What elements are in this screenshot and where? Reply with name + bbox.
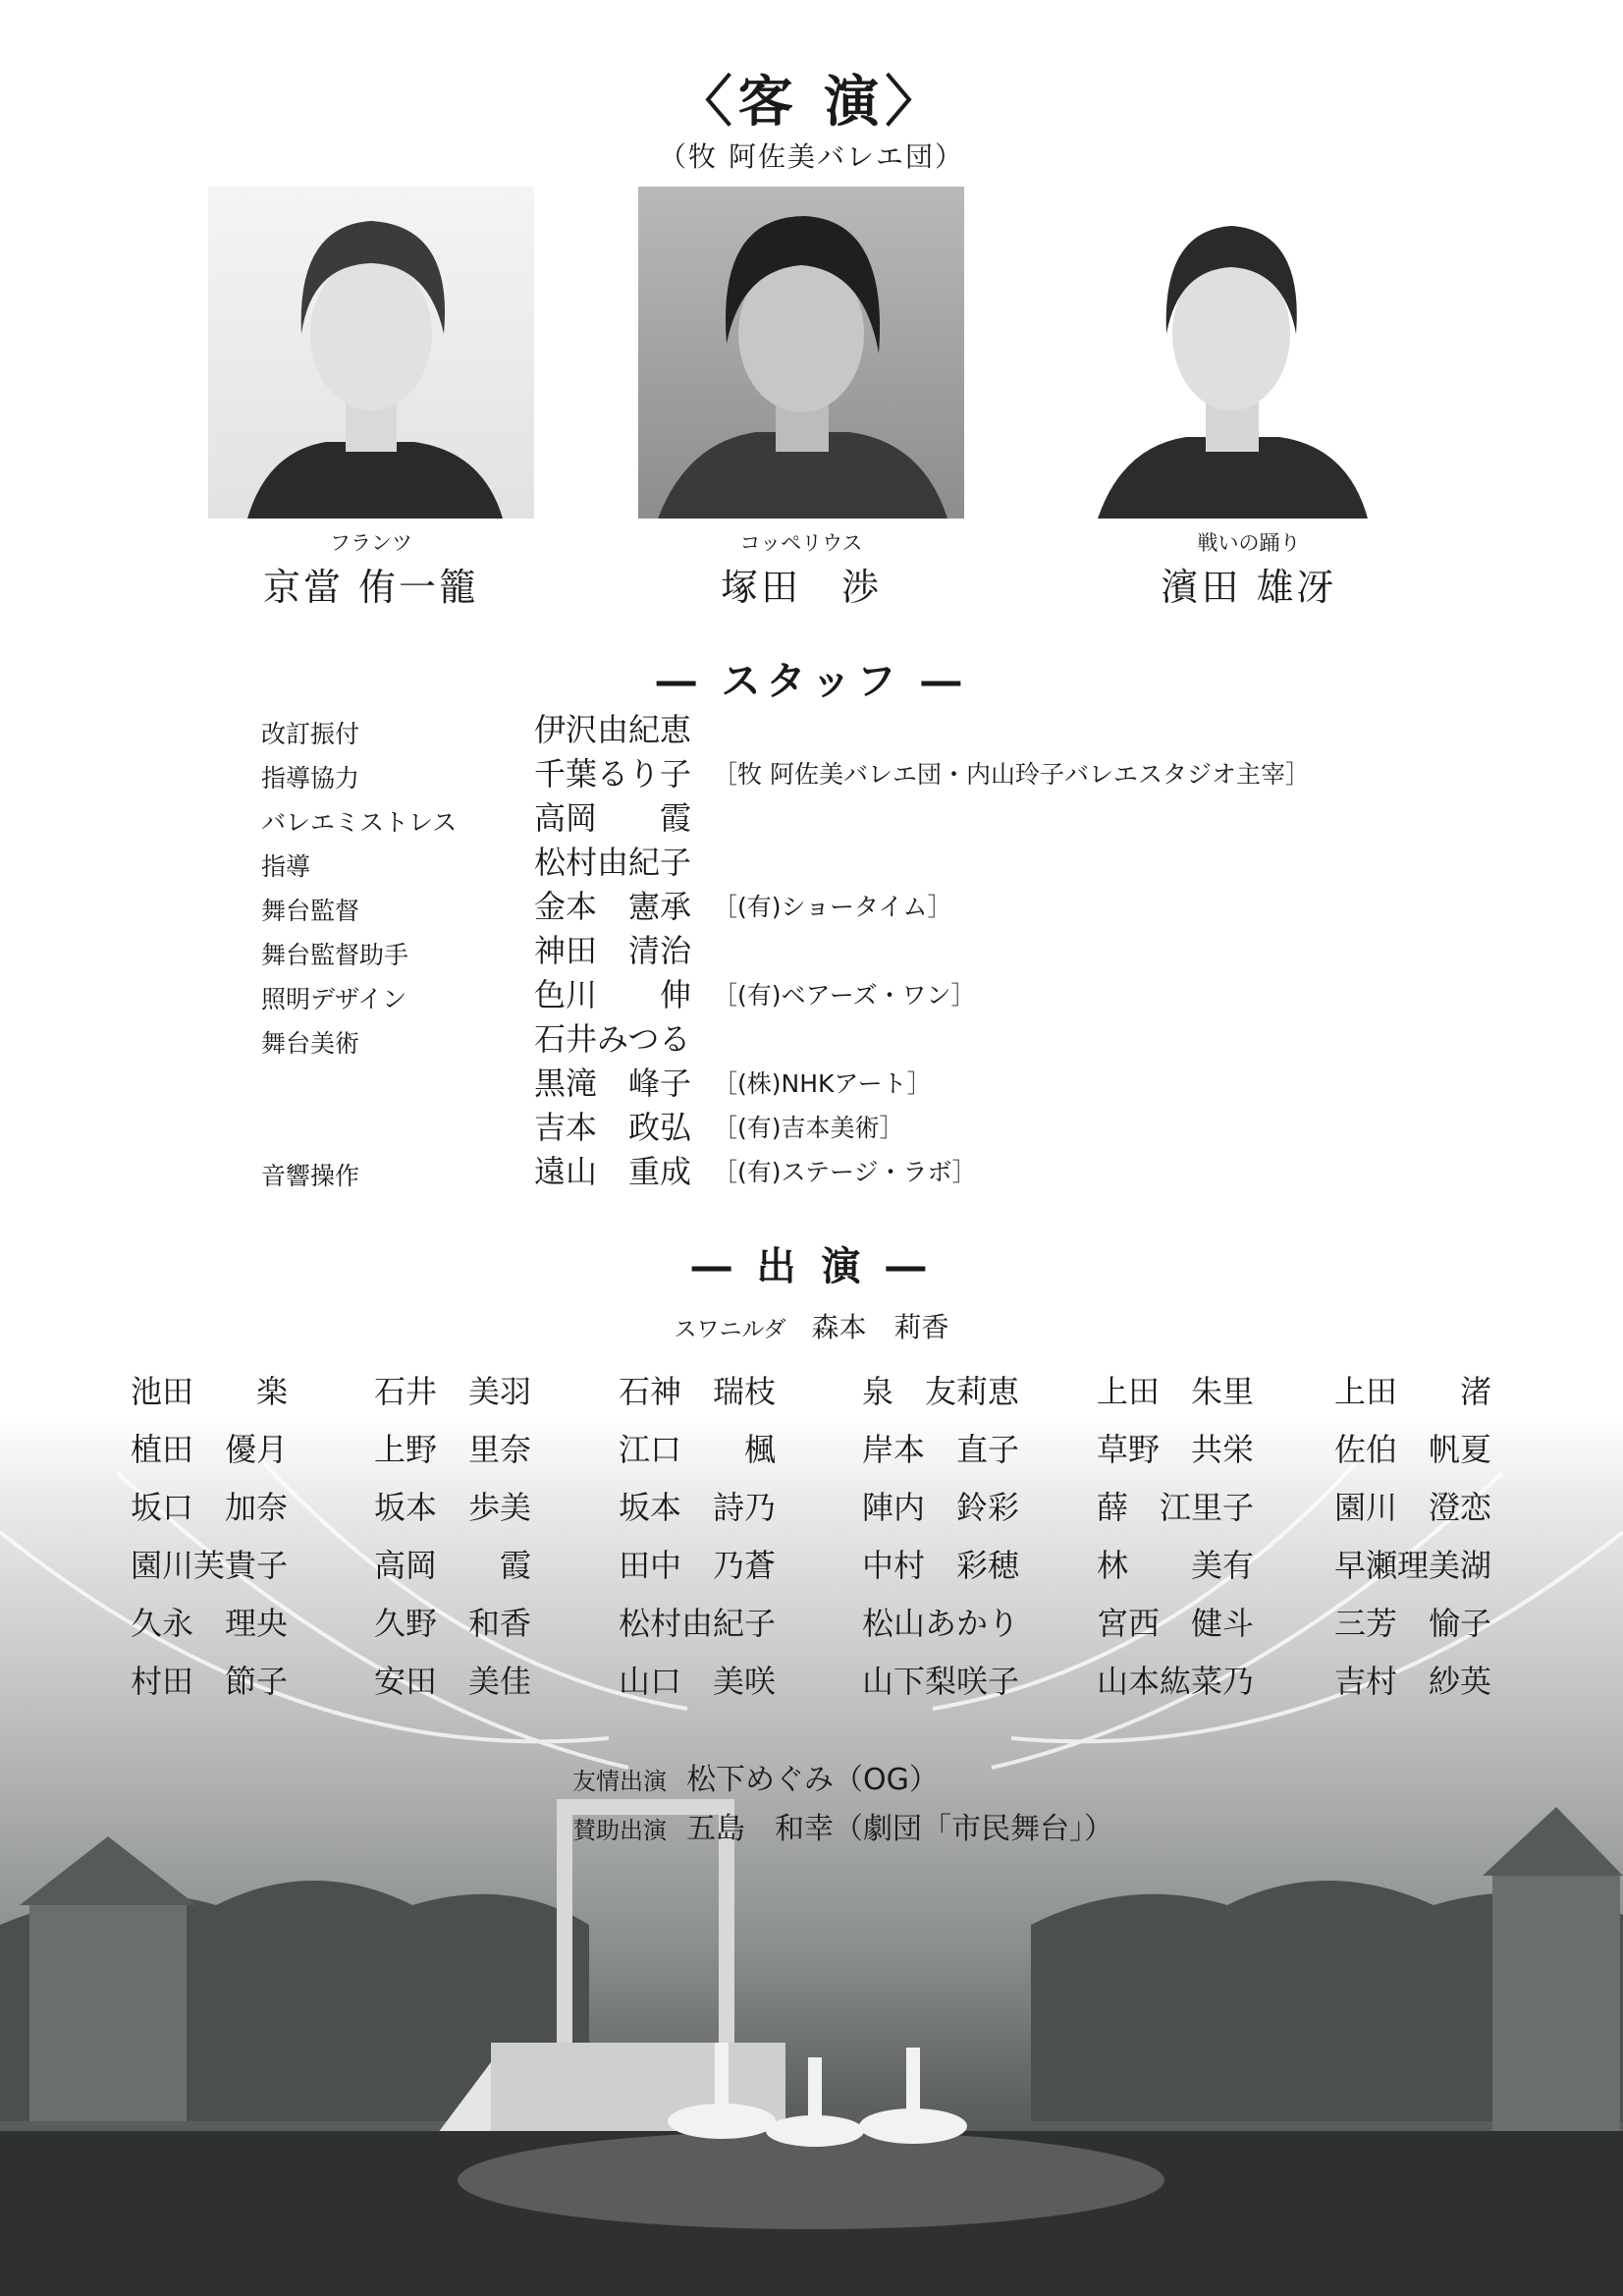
guest-portrait-photo — [208, 187, 534, 519]
staff-name: 松村由紀子 — [534, 844, 692, 881]
staff-row — [261, 1014, 1439, 1058]
cast-member-name: 石井 美羽 — [374, 1373, 532, 1410]
cast-member-name: 村田 節子 — [131, 1663, 289, 1700]
staff-affiliation: ［(株)NHKアート］ — [713, 1069, 932, 1098]
cast-member-name: 上田 渚 — [1334, 1373, 1492, 1410]
staff-name: 石井みつる — [534, 1020, 691, 1058]
cast-member-name: 山下梨咲子 — [862, 1663, 1020, 1700]
cast-member-name: 三芳 愉子 — [1334, 1605, 1492, 1642]
cast-member-name: 松山あかり — [862, 1605, 1020, 1642]
cast-member-name: 久永 理央 — [131, 1605, 289, 1642]
cast-member-name: 池田 楽 — [131, 1373, 289, 1410]
cast-member-name: 松村由紀子 — [619, 1605, 777, 1642]
cast-member-name: 中村 彩穂 — [862, 1547, 1020, 1584]
cast-member-name: 石神 瑞枝 — [619, 1373, 777, 1410]
cast-member-name: 坂本 詩乃 — [619, 1489, 777, 1526]
staff-name: 千葉るり子 — [534, 755, 692, 793]
staff-affiliation: ［(有)ショータイム］ — [713, 893, 952, 921]
cast-member-name: 岸本 直子 — [862, 1431, 1020, 1468]
staff-role: 音響操作 — [261, 1162, 360, 1190]
cast-member-name: 山本紘菜乃 — [1097, 1663, 1255, 1700]
guest-portrait-photo — [638, 187, 964, 519]
cast-member-name: 坂本 歩美 — [374, 1489, 532, 1526]
staff-row — [261, 705, 1439, 748]
supporting-appearance-role: 賛助出演 — [572, 1817, 668, 1844]
special-appearance-name: 松下めぐみ（OG） — [686, 1763, 939, 1797]
staff-role: 指導 — [261, 852, 311, 881]
staff-role: 舞台監督 — [261, 897, 360, 925]
supporting-appearance-name: 五島 和幸（劇団「市民舞台」） — [686, 1812, 1114, 1846]
cast-member-name: 陣内 鈴彩 — [862, 1489, 1020, 1526]
staff-name: 色川 伸 — [534, 976, 692, 1013]
guest-role-label: フランツ — [330, 531, 412, 555]
cast-member-name: 上野 里奈 — [374, 1431, 532, 1468]
cast-member-name: 園川芙貴子 — [131, 1547, 289, 1584]
cast-member-name: 上田 朱里 — [1097, 1373, 1255, 1410]
staff-role: 指導協力 — [261, 764, 360, 793]
cast-section-title: ― 出 演 ― — [691, 1244, 932, 1289]
staff-name: 伊沢由紀恵 — [534, 711, 692, 748]
guest-role-label: コッペリウス — [739, 531, 863, 555]
staff-name: 黒滝 峰子 — [534, 1065, 692, 1102]
staff-row — [261, 970, 1439, 1013]
guest-portrait-photo — [1068, 187, 1394, 519]
cast-member-name: 山口 美咲 — [619, 1663, 777, 1700]
cast-member-name: 高岡 霞 — [374, 1547, 532, 1584]
cast-member-name: 薛 江里子 — [1097, 1489, 1255, 1526]
cast-member-name: 早瀬理美湖 — [1334, 1547, 1492, 1584]
staff-row — [261, 882, 1439, 925]
staff-row — [261, 838, 1439, 881]
special-appearance-role: 友情出演 — [572, 1768, 668, 1795]
staff-affiliation: ［(有)ベアーズ・ワン］ — [713, 981, 976, 1010]
cast-member-name: 泉 友莉恵 — [862, 1373, 1020, 1410]
cast-member-name: 植田 優月 — [131, 1431, 289, 1468]
guest-name: 京當 侑一籠 — [262, 566, 480, 609]
staff-row — [261, 1103, 1439, 1146]
staff-role: 改訂振付 — [261, 720, 360, 748]
cast-member-name: 宮西 健斗 — [1097, 1605, 1255, 1642]
staff-row — [261, 1147, 1439, 1190]
staff-name: 高岡 霞 — [534, 799, 692, 837]
staff-row — [261, 749, 1439, 793]
cast-member-name: 久野 和香 — [374, 1605, 532, 1642]
cast-member-name: 田中 乃蒼 — [619, 1547, 777, 1584]
cast-member-name: 佐伯 帆夏 — [1334, 1431, 1492, 1468]
staff-role: 舞台美術 — [261, 1029, 360, 1058]
staff-role: 舞台監督助手 — [261, 941, 409, 969]
staff-name: 神田 清治 — [534, 932, 692, 969]
supporting-appearance-line — [540, 1775, 1113, 1877]
staff-role: 照明デザイン — [261, 985, 407, 1013]
guest-section-subtitle: （牧 阿佐美バレエ団） — [659, 140, 964, 173]
cast-member-name: 園川 澄恋 — [1334, 1489, 1492, 1526]
staff-row — [261, 1059, 1439, 1102]
staff-row — [261, 793, 1439, 837]
lead-role: スワニルダ — [674, 1317, 786, 1342]
lead-name: 森本 莉香 — [811, 1311, 949, 1343]
lead-cast-line — [0, 1306, 1623, 1345]
guest-name: 塚田 渉 — [720, 566, 882, 609]
cast-member-name: 坂口 加奈 — [131, 1489, 289, 1526]
staff-name: 遠山 重成 — [534, 1153, 692, 1190]
staff-row — [261, 926, 1439, 969]
staff-affiliation: ［牧 阿佐美バレエ団・内山玲子バレエスタジオ主宰］ — [713, 760, 1310, 789]
cast-member-name: 林 美有 — [1097, 1547, 1255, 1584]
staff-affiliation: ［(有)ステージ・ラボ］ — [713, 1158, 977, 1186]
guest-name: 濱田 雄冴 — [1161, 566, 1337, 609]
staff-section-title: ― スタッフ ― — [656, 659, 967, 704]
guest-role-label: 戦いの踊り — [1197, 531, 1301, 555]
guest-section-title: 〈客 演〉 — [676, 71, 947, 135]
staff-affiliation: ［(有)吉本美術］ — [713, 1114, 904, 1142]
cast-member-name: 安田 美佳 — [374, 1663, 532, 1700]
cast-member-name: 江口 楓 — [619, 1431, 777, 1468]
staff-name: 吉本 政弘 — [534, 1109, 692, 1146]
staff-name: 金本 憲承 — [534, 888, 692, 925]
cast-member-name: 吉村 紗英 — [1334, 1663, 1492, 1700]
staff-role: バレエミストレス — [261, 808, 458, 837]
cast-member-name: 草野 共栄 — [1097, 1431, 1255, 1468]
